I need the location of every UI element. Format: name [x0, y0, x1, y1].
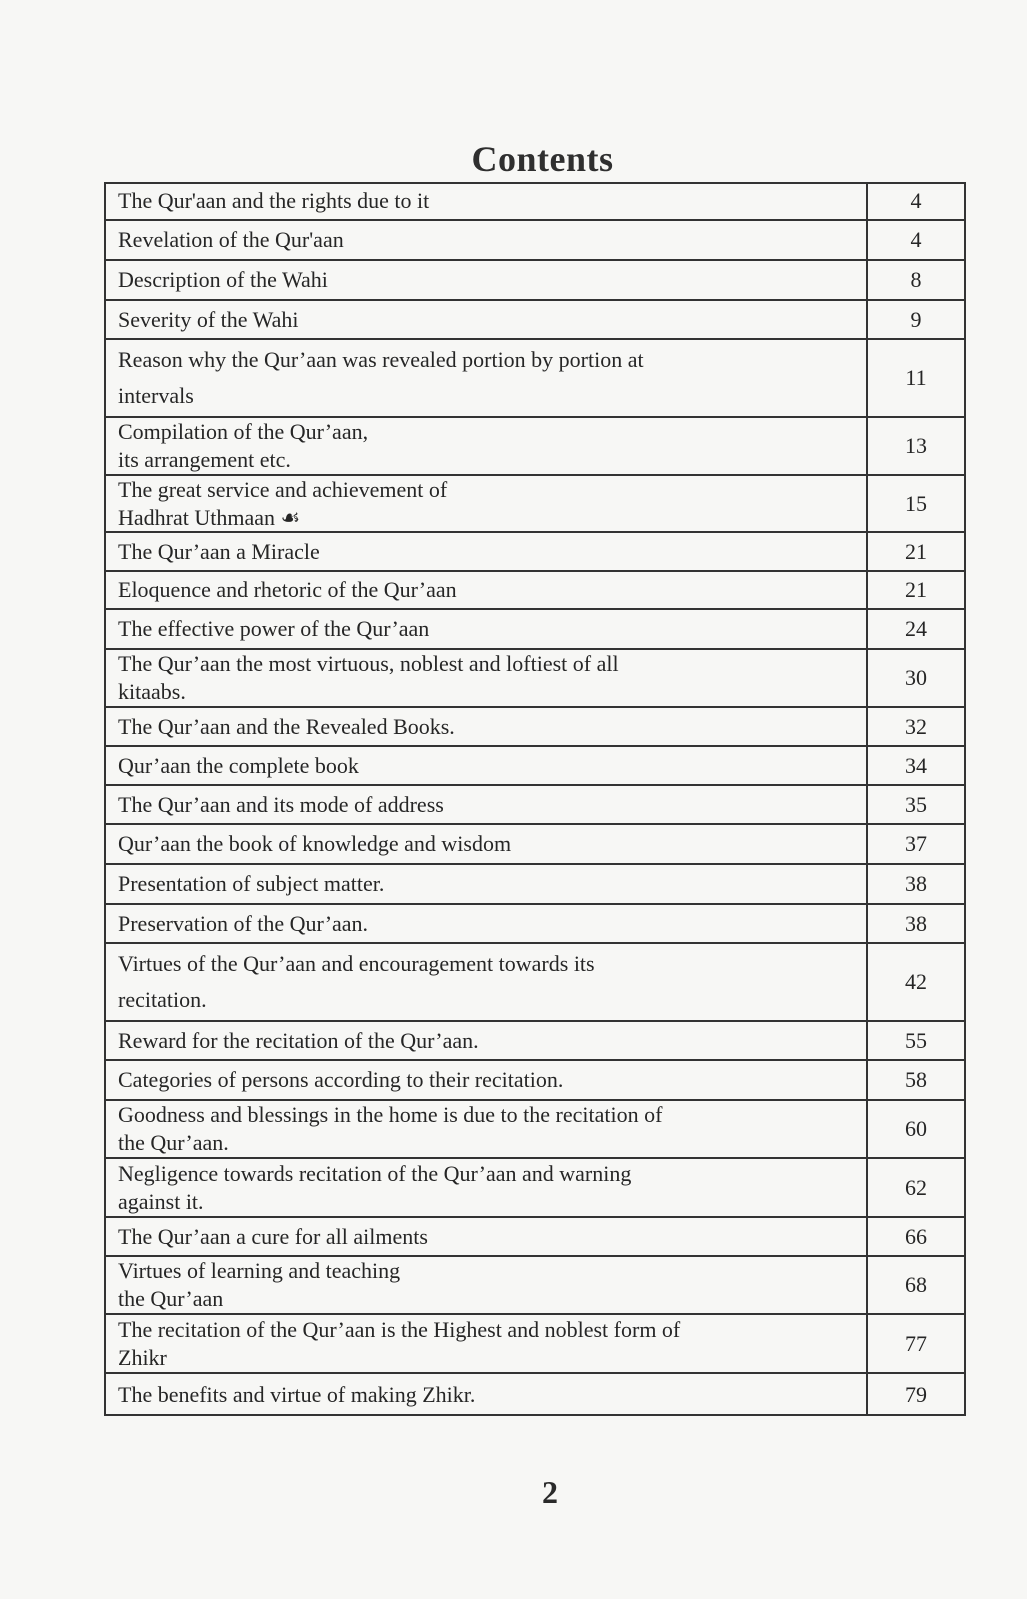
- toc-entry-title: [106, 572, 868, 608]
- toc-entry-line: Revelation of the Qur'aan: [118, 227, 344, 252]
- toc-row: [106, 418, 964, 476]
- contents-table: [104, 182, 966, 1416]
- toc-entry-title: [106, 261, 868, 299]
- toc-entry-title: [106, 708, 868, 745]
- toc-row: [106, 1315, 964, 1374]
- toc-row: [106, 1374, 964, 1416]
- toc-row: [106, 221, 964, 261]
- toc-entry-line: Qur’aan the complete book: [118, 752, 359, 778]
- toc-entry-page: 21: [905, 577, 927, 602]
- toc-entry-page: 66: [905, 1223, 927, 1249]
- toc-entry-page: 4: [910, 187, 922, 213]
- toc-entry-line: recitation.: [118, 987, 207, 1012]
- toc-row: [106, 1101, 964, 1159]
- toc-entry-title: [106, 182, 868, 219]
- toc-entry-title: [106, 747, 868, 784]
- toc-row: [106, 1218, 964, 1257]
- toc-entry-line: the Qur’aan.: [118, 1130, 229, 1155]
- toc-entry-title: [106, 1218, 868, 1255]
- toc-entry-line: The recitation of the Qur’aan is the Highest and noblest form of: [118, 1316, 681, 1342]
- toc-entry-line: Reason why the Qur’aan was revealed portion by portion at: [118, 347, 644, 372]
- toc-entry-title: [106, 301, 868, 338]
- toc-entry-title: [106, 865, 868, 903]
- toc-row: [106, 944, 964, 1022]
- toc-entry-line: Goodness and blessings in the home is due to the recitation of: [118, 1102, 663, 1127]
- toc-entry-line: The Qur’aan the most virtuous, noblest and loftiest of all: [118, 651, 619, 676]
- toc-entry-title: [106, 1374, 868, 1416]
- toc-entry-line: The Qur’aan a Miracle: [118, 538, 320, 564]
- toc-entry-line: Virtues of the Qur’aan and encouragement towards its: [118, 951, 595, 976]
- toc-entry-line: The Qur’aan and the Revealed Books.: [118, 713, 455, 739]
- toc-entry-title: [106, 1061, 868, 1099]
- toc-entry-title: [106, 610, 868, 648]
- toc-entry-page: 79: [905, 1382, 927, 1407]
- toc-entry-title: [106, 1101, 868, 1157]
- toc-entry-page: 9: [910, 306, 922, 332]
- toc-entry-line: Qur’aan the book of knowledge and wisdom: [118, 831, 512, 856]
- toc-entry-line: Categories of persons according to their recitation.: [118, 1067, 564, 1092]
- toc-row: [106, 572, 964, 610]
- toc-entry-page: 32: [905, 713, 927, 739]
- toc-entry-line: the Qur’aan: [118, 1286, 224, 1311]
- toc-entry-page: 77: [905, 1330, 927, 1356]
- toc-row: [106, 1159, 964, 1218]
- toc-entry-line: Compilation of the Qur’aan,: [118, 419, 369, 444]
- toc-entry-page: 55: [905, 1027, 927, 1053]
- toc-entry-page: 21: [905, 538, 927, 564]
- toc-entry-line: The Qur’aan and its mode of address: [118, 791, 444, 817]
- toc-entry-line: kitaabs.: [118, 679, 186, 704]
- toc-entry-title: [106, 1257, 868, 1313]
- toc-entry-page: 24: [905, 616, 927, 641]
- toc-entry-page: 13: [905, 433, 927, 458]
- toc-entry-page: 38: [905, 910, 927, 936]
- toc-entry-page: 34: [905, 752, 927, 778]
- toc-entry-page: 68: [905, 1272, 927, 1297]
- toc-row: [106, 1257, 964, 1315]
- toc-row: [106, 786, 964, 825]
- toc-entry-page: 8: [910, 267, 922, 292]
- toc-entry-line: The benefits and virtue of making Zhikr.: [118, 1382, 476, 1407]
- toc-row: [106, 1022, 964, 1061]
- toc-entry-line: Eloquence and rhetoric of the Qur’aan: [118, 577, 457, 602]
- toc-entry-title: [106, 1159, 868, 1216]
- toc-entry-line: The Qur’aan a cure for all ailments: [118, 1223, 428, 1249]
- toc-entry-title: [106, 905, 868, 942]
- toc-entry-line: The great service and achievement of: [118, 476, 448, 502]
- toc-entry-line: Negligence towards recitation of the Qur’aan and warning: [118, 1160, 632, 1186]
- toc-row: [106, 825, 964, 865]
- toc-row: [106, 905, 964, 944]
- toc-entry-page: 42: [905, 969, 927, 994]
- toc-entry-line: Reward for the recitation of the Qur’aan.: [118, 1027, 479, 1053]
- toc-entry-title: [106, 533, 868, 570]
- toc-entry-line: intervals: [118, 383, 194, 408]
- toc-entry-title: [106, 786, 868, 823]
- toc-entry-title: [106, 825, 868, 863]
- toc-entry-title: [106, 650, 868, 706]
- page-title: Contents: [471, 139, 614, 179]
- toc-row: [106, 610, 964, 650]
- toc-row: [106, 340, 964, 418]
- toc-row: [106, 182, 964, 221]
- toc-row: [106, 865, 964, 905]
- toc-entry-page: 30: [905, 665, 927, 690]
- toc-entry-line: The effective power of the Qur’aan: [118, 616, 430, 641]
- toc-entry-line: Description of the Wahi: [118, 267, 328, 292]
- toc-entry-page: 60: [905, 1116, 927, 1141]
- toc-entry-title: [106, 1315, 868, 1372]
- toc-row: [106, 261, 964, 301]
- toc-entry-line: its arrangement etc.: [118, 447, 291, 472]
- toc-entry-line: The Qur'aan and the rights due to it: [118, 187, 430, 213]
- toc-entry-page: 38: [905, 871, 927, 896]
- toc-entry-page: 37: [905, 831, 927, 856]
- page-number: 2: [542, 1474, 558, 1510]
- toc-row: [106, 533, 964, 572]
- toc-entry-line: against it.: [118, 1188, 204, 1214]
- toc-entry-page: 62: [905, 1174, 927, 1200]
- toc-entry-line: Preservation of the Qur’aan.: [118, 910, 369, 936]
- toc-entry-line: Presentation of subject matter.: [118, 871, 385, 896]
- toc-entry-page: 35: [905, 791, 927, 817]
- toc-entry-title: [106, 418, 868, 474]
- toc-entry-title: [106, 476, 868, 531]
- toc-entry-page: 58: [905, 1067, 927, 1092]
- toc-entry-title: [106, 1022, 868, 1059]
- toc-entry-title: [106, 944, 868, 1020]
- toc-entry-line: Hadhrat Uthmaan ☙: [118, 504, 301, 530]
- toc-entry-page: 15: [905, 490, 927, 516]
- toc-row: [106, 476, 964, 533]
- toc-entry-title: [106, 221, 868, 259]
- toc-row: [106, 650, 964, 708]
- toc-entry-title: [106, 340, 868, 416]
- toc-row: [106, 747, 964, 786]
- toc-entry-page: 4: [910, 227, 922, 252]
- toc-entry-line: Zhikr: [118, 1344, 167, 1370]
- toc-row: [106, 1061, 964, 1101]
- toc-entry-line: Virtues of learning and teaching: [118, 1258, 401, 1283]
- toc-entry-line: Severity of the Wahi: [118, 306, 299, 332]
- toc-row: [106, 301, 964, 340]
- toc-row: [106, 708, 964, 747]
- toc-entry-page: 11: [905, 365, 927, 390]
